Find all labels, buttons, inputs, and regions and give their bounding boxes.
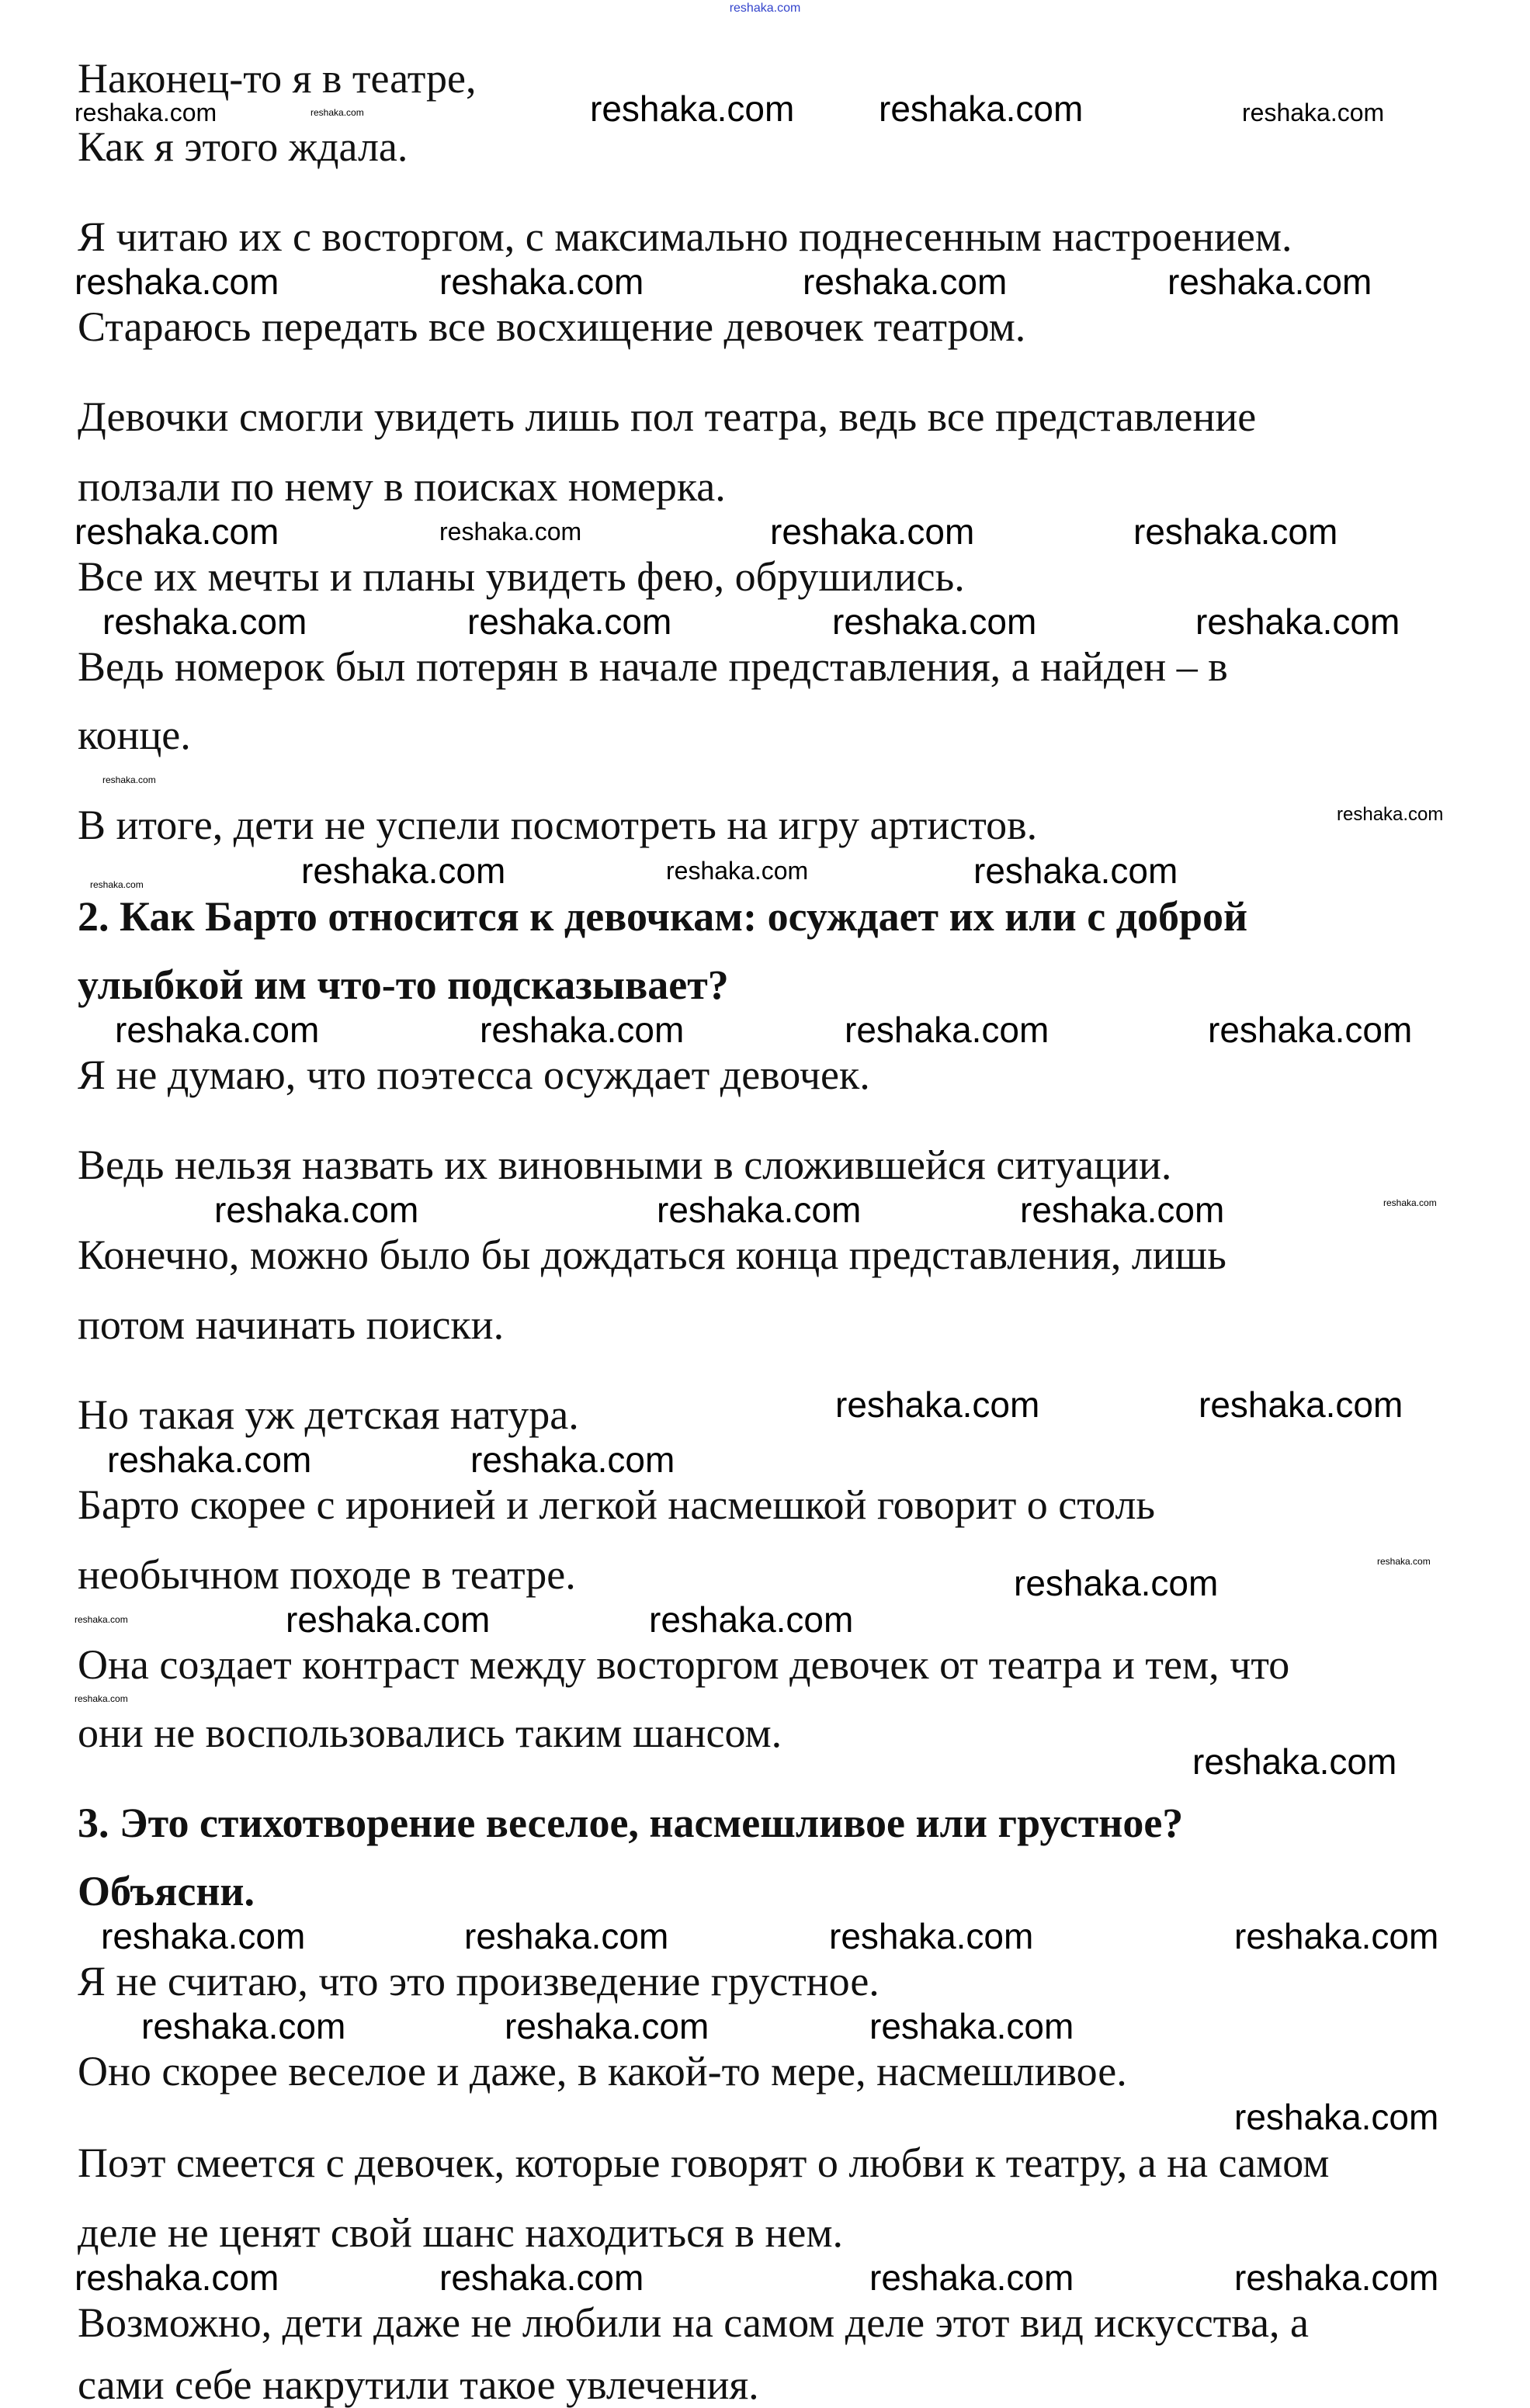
text-line: Я читаю их с восторгом, с максимально поднесенным настроением. xyxy=(78,213,1292,260)
question-heading: 3. Это стихотворение веселое, насмешливое или грустное? xyxy=(78,1800,1184,1846)
watermark: reshaka.com xyxy=(101,1916,306,1956)
text-line: Я не считаю, что это произведение грустное. xyxy=(78,1958,879,2004)
watermark: reshaka.com xyxy=(1234,2257,1439,2298)
watermark: reshaka.com xyxy=(1234,1916,1439,1956)
watermark: reshaka.com xyxy=(657,1190,862,1230)
watermark: reshaka.com xyxy=(102,601,307,642)
watermark: reshaka.com xyxy=(439,2257,644,2298)
watermark: reshaka.com xyxy=(973,851,1178,891)
text-line: Ведь нельзя назвать их виновными в сложившейся ситуации. xyxy=(78,1142,1172,1188)
text-line: Наконец-то я в театре, xyxy=(78,55,477,102)
text-line: Оно скорее веселое и даже, в какой-то мере, насмешливое. xyxy=(78,2048,1127,2094)
watermark: reshaka.com xyxy=(214,1190,419,1230)
watermark: reshaka.com xyxy=(141,2006,346,2046)
text-line: потом начинать поиски. xyxy=(78,1301,505,1348)
text-line: Она создает контраст между восторгом девочек от театра и тем, что xyxy=(78,1641,1290,1688)
question-heading: 2. Как Барто относится к девочкам: осуждает их или с доброй xyxy=(78,893,1248,940)
header-watermark: reshaka.com xyxy=(729,2,801,15)
watermark: reshaka.com xyxy=(1199,1384,1403,1425)
watermark: reshaka.com xyxy=(1377,1556,1431,1567)
watermark: reshaka.com xyxy=(505,2006,709,2046)
watermark: reshaka.com xyxy=(1192,1741,1397,1782)
watermark: reshaka.com xyxy=(470,1440,675,1480)
text-line: деле не ценят свой шанс находиться в нем. xyxy=(78,2209,844,2256)
text-line: сами себе накрутили такое увлечения. xyxy=(78,2361,759,2408)
watermark: reshaka.com xyxy=(115,1010,320,1050)
watermark: reshaka.com xyxy=(311,107,364,118)
question-heading: Объясни. xyxy=(78,1868,255,1914)
watermark: reshaka.com xyxy=(803,262,1008,302)
watermark: reshaka.com xyxy=(879,88,1084,129)
watermark: reshaka.com xyxy=(1234,2097,1439,2137)
watermark: reshaka.com xyxy=(75,1614,128,1625)
text-line: Девочки смогли увидеть лишь пол театра, ведь все представление xyxy=(78,393,1257,440)
text-line: конце. xyxy=(78,712,191,758)
watermark: reshaka.com xyxy=(1195,601,1400,642)
text-line: Все их мечты и планы увидеть фею, обрушились. xyxy=(78,553,965,600)
watermark: reshaka.com xyxy=(832,601,1037,642)
question-heading: улыбкой им что-то подсказывает? xyxy=(78,961,729,1008)
watermark: reshaka.com xyxy=(286,1599,491,1640)
text-line: Возможно, дети даже не любили на самом деле этот вид искусства, а xyxy=(78,2299,1309,2346)
watermark: reshaka.com xyxy=(835,1384,1040,1425)
watermark: reshaka.com xyxy=(869,2006,1074,2046)
watermark: reshaka.com xyxy=(845,1010,1049,1050)
text-line: Как я этого ждала. xyxy=(78,123,408,170)
watermark: reshaka.com xyxy=(467,601,672,642)
watermark: reshaka.com xyxy=(1133,511,1338,552)
watermark: reshaka.com xyxy=(480,1010,685,1050)
watermark: reshaka.com xyxy=(590,88,795,129)
watermark: reshaka.com xyxy=(90,879,144,890)
watermark: reshaka.com xyxy=(829,1916,1034,1956)
watermark: reshaka.com xyxy=(439,518,582,546)
text-line: Ведь номерок был потерян в начале представления, а найден – в xyxy=(78,643,1228,690)
watermark: reshaka.com xyxy=(75,99,217,126)
text-line: В итоге, дети не успели посмотреть на игру артистов. xyxy=(78,802,1038,848)
watermark: reshaka.com xyxy=(107,1440,312,1480)
text-line: ползали по нему в поисках номерка. xyxy=(78,463,726,510)
watermark: reshaka.com xyxy=(75,511,279,552)
watermark: reshaka.com xyxy=(1208,1010,1413,1050)
watermark: reshaka.com xyxy=(1014,1563,1219,1603)
text-line: Стараюсь передать все восхищение девочек театром. xyxy=(78,303,1026,350)
watermark: reshaka.com xyxy=(1167,262,1372,302)
watermark: reshaka.com xyxy=(869,2257,1074,2298)
watermark: reshaka.com xyxy=(75,262,279,302)
text-line: Барто скорее с иронией и легкой насмешкой говорит о столь xyxy=(78,1481,1156,1528)
watermark: reshaka.com xyxy=(439,262,644,302)
watermark: reshaka.com xyxy=(102,774,156,785)
watermark: reshaka.com xyxy=(1337,804,1444,825)
watermark: reshaka.com xyxy=(464,1916,669,1956)
text-line: они не воспользовались таким шансом. xyxy=(78,1710,782,1756)
watermark: reshaka.com xyxy=(1383,1197,1437,1208)
watermark: reshaka.com xyxy=(1020,1190,1225,1230)
text-line: необычном походе в театре. xyxy=(78,1551,576,1598)
text-line: Я не думаю, что поэтесса осуждает девочек. xyxy=(78,1052,870,1098)
text-line: Конечно, можно было бы дождаться конца представления, лишь xyxy=(78,1232,1226,1278)
watermark: reshaka.com xyxy=(301,851,506,891)
watermark: reshaka.com xyxy=(1242,99,1385,126)
watermark: reshaka.com xyxy=(770,511,975,552)
watermark: reshaka.com xyxy=(666,857,809,885)
watermark: reshaka.com xyxy=(75,1693,128,1704)
watermark: reshaka.com xyxy=(75,2257,279,2298)
text-line: Но такая уж детская натура. xyxy=(78,1391,579,1438)
text-line: Поэт смеется с девочек, которые говорят о любви к театру, а на самом xyxy=(78,2139,1330,2186)
watermark: reshaka.com xyxy=(649,1599,854,1640)
